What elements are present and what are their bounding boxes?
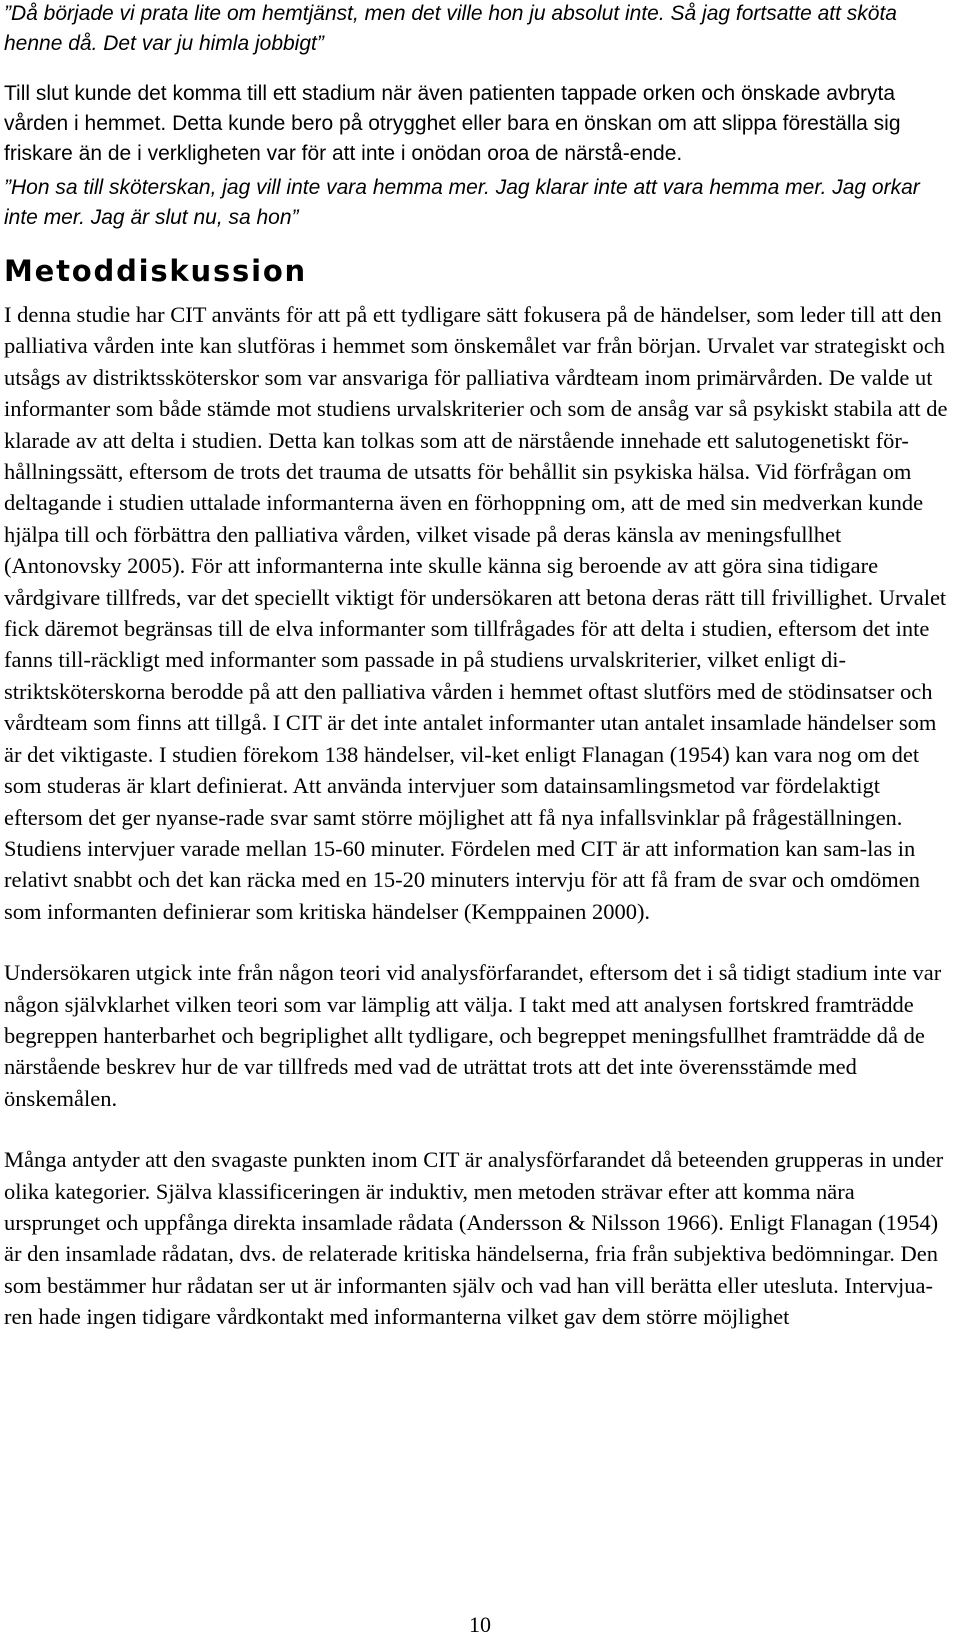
paragraph-4: Många antyder att den svagaste punkten inom CIT är analysförfarandet då beteenden grupperas in under olika kategorier. Själva klassificeringen är induktiv, men metoden strävar efter att komma nära ursprunget och uppfånga direkta insamlade rådata (Andersson & Nilsson 1966). Enligt Flanagan (1954) är den insamlade rådatan, dvs. de relaterade kritiska händelserna, fria från subjektiva bedömningar. Den som bestämmer hur rådatan ser ut är informanten själv och vad han vill berätta eller utesluta. Intervjua-ren hade ingen tidigare vårdkontakt med informanterna vilket gav dem större möjlighet xyxy=(4,1147,944,1330)
quote-1: ”Då började vi prata lite om hemtjänst, men det ville hon ju absolut inte. Så jag fortsatte att sköta henne då. Det var ju himla jobbigt” xyxy=(4,2,897,55)
paragraph-3: Undersökaren utgick inte från någon teori vid analysförfarandet, eftersom det i så tidigt stadium inte var någon självklarhet vilken teori som var lämplig att välja. I takt med att analysen fortskred framträdde begreppen hanterbarhet och begriplighet allt tydligare, och begreppet meningsfullhet framträdde då de närstående beskrev hur de var tillfreds med vad de uträttat trots att det inte överensstämde med önskemålen. xyxy=(4,960,942,1111)
paragraph-1: Till slut kunde det komma till ett stadium när även patienten tappade orken och önskade avbryta vården i hemmet. Detta kunde bero på otrygghet eller bara en önskan om att slippa föreställa sig friskare än de i verkligheten var för att inte i onödan oroa de närstå-ende. xyxy=(4,82,901,165)
section-heading: Metoddiskussion xyxy=(4,254,307,288)
quote-2: ”Hon sa till sköterskan, jag vill inte vara hemma mer. Jag klarar inte att vara hemma mer. Jag orkar inte mer. Jag är slut nu, sa hon” xyxy=(4,176,920,229)
document-page xyxy=(4,0,956,1333)
page-number: 10 xyxy=(469,1612,491,1637)
paragraph-2: I denna studie har CIT använts för att på ett tydligare sätt fokusera på de händelser, som leder till att den palliativa vården inte kan slutföras i hemmet som önskemålet var från början. Urvalet var strategiskt och utsågs av distriktssköterskor som var ansvariga för palliativa vårdteam inom primärvården. De valde ut informanter som både stämde mot studiens urvalskriterier och som de ansåg var så psykiskt stabila att de klarade av att delta i studien. Detta kan tolkas som att de närstående innehade ett salutogenetiskt för-hållningssätt, eftersom de trots det trauma de utsatts för behållit sin psykiska hälsa. Vid förfrågan om deltagande i studien uttalade informanterna även en förhoppning om, att de med sin medverkan kunde hjälpa till och förbättra den palliativa vården, vilket visade på deras känsla av meningsfullhet (Antonovsky 2005). För att informanterna inte skulle känna sig beroende av att göra sina tidigare vårdgivare tillfreds, var det speciellt viktigt för undersökaren att betona deras rätt till frivillighet. Urvalet fick däremot begränsas till de elva informanter som tillfrågades för att delta i studien, eftersom det inte fanns till-räckligt med informanter som passade in på studiens urvalskriterier, vilket enligt di-striktsköterskorna berodde på att den palliativa vården i hemmet oftast slutförs med de stödinsatser och vårdteam som finns att tillgå. I CIT är det inte antalet informanter utan antalet insamlade händelser som är det viktigaste. I studien förekom 138 händelser, vil-ket enligt Flanagan (1954) kan vara nog om det som studeras är klart definierat. Att använda intervjuer som datainsamlingsmetod var fördelaktigt eftersom det ger nyanse-rade svar samt större möjlighet att få nya infallsvinklar på frågeställningen. Studiens intervjuer varade mellan 15-60 minuter. Fördelen med CIT är att information kan sam-las in relativt snabbt och det kan räcka med en 15-20 minuters intervju för att få fram de svar och omdömen som informanten definierar som kritiska händelser (Kemppainen 2000). xyxy=(4,302,948,924)
